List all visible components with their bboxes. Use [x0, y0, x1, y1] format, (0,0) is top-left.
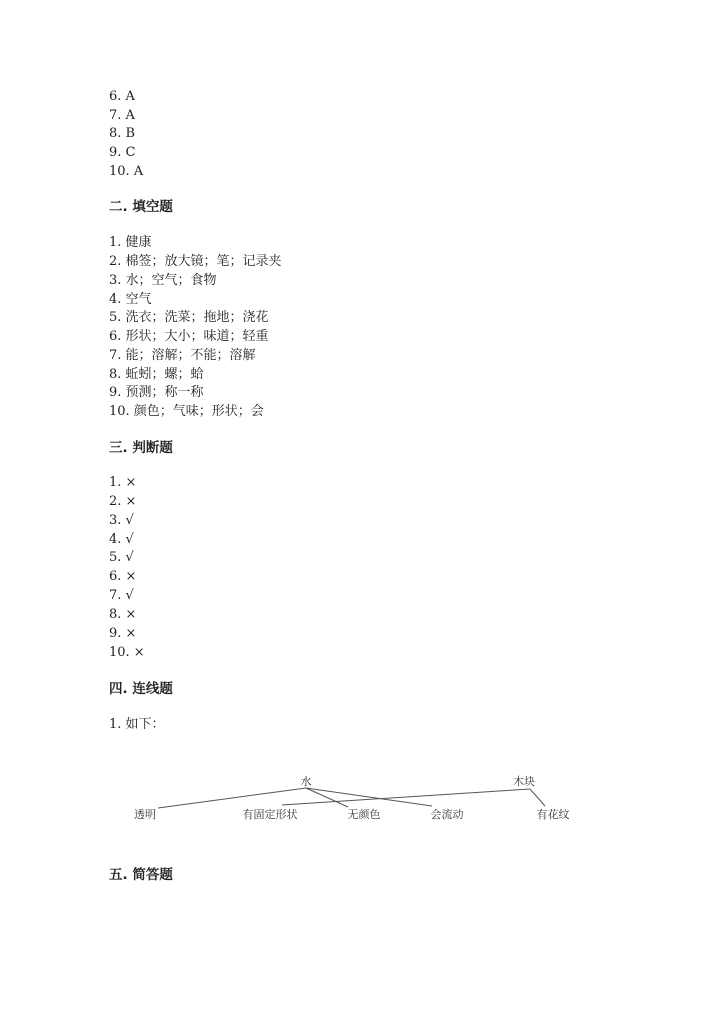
answer-line: 1. ×	[109, 475, 137, 490]
answer-line: 8. 蚯蚓；螺；蛤	[109, 367, 204, 382]
node-wood-block: 木块	[513, 775, 535, 788]
answer-line: 10. A	[109, 164, 144, 179]
answer-line: 1. 如下：	[109, 717, 165, 732]
node-fixed-shape: 有固定形状	[242, 808, 298, 821]
answer-line: 9. ×	[109, 626, 137, 641]
answer-line: 2. 棉签；放大镜；笔；记录夹	[109, 254, 282, 269]
answer-line: 10. ×	[109, 645, 145, 660]
section-heading-fill-in: 二. 填空题	[109, 199, 173, 215]
answer-line: 6. A	[109, 89, 135, 104]
node-colorless: 无颜色	[347, 808, 381, 821]
answer-line: 8. B	[109, 126, 136, 141]
answer-line: 6. 形状；大小；味道；轻重	[109, 329, 269, 344]
node-water: 水	[300, 775, 312, 788]
answer-line: 5. √	[109, 550, 134, 565]
answer-line: 9. 预测；称一称	[109, 385, 204, 400]
answer-line: 1. 健康	[109, 235, 152, 250]
node-transparent: 透明	[134, 808, 156, 821]
node-flows: 会流动	[430, 808, 464, 821]
section-heading-short-answer: 五. 简答题	[109, 867, 173, 883]
connector-line	[530, 789, 545, 806]
answer-line: 2. ×	[109, 494, 137, 509]
answer-line: 7. √	[109, 588, 134, 603]
answer-line: 4. √	[109, 532, 134, 547]
answer-line: 3. √	[109, 513, 134, 528]
answer-line: 3. 水；空气；食物	[109, 273, 217, 288]
answer-line: 6. ×	[109, 569, 137, 584]
answer-line: 5. 洗衣；洗菜；拖地；浇花	[109, 310, 269, 325]
answer-line: 9. C	[109, 145, 136, 160]
answer-line: 8. ×	[109, 607, 137, 622]
section-heading-matching: 四. 连线题	[109, 681, 173, 697]
answer-line: 7. 能；溶解；不能；溶解	[109, 348, 256, 363]
answer-line: 7. A	[109, 108, 135, 123]
node-has-pattern: 有花纹	[536, 808, 570, 821]
answer-line: 10. 颜色；气味；形状；会	[109, 404, 264, 419]
section-heading-true-false: 三. 判断题	[109, 440, 173, 456]
answer-line: 4. 空气	[109, 292, 152, 307]
